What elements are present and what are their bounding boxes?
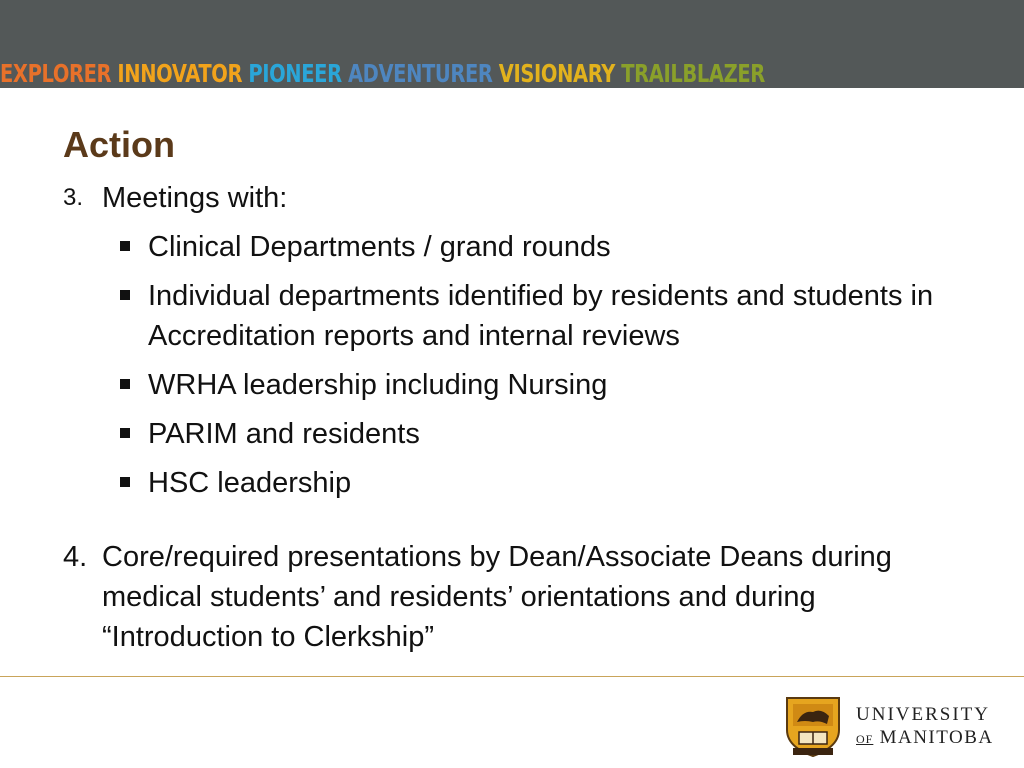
banner-word: EXPLORER xyxy=(0,59,112,88)
banner-word: ADVENTURER xyxy=(347,59,493,88)
slide-title: Action xyxy=(63,124,175,165)
item-text: Core/required presentations by Dean/Associate Deans during medical students’ and residents’ orientations and during “Introduction to Clerkship” xyxy=(102,541,892,653)
header-banner xyxy=(0,0,1024,88)
banner-word: TRAILBLAZER xyxy=(621,59,765,88)
list-item-3 xyxy=(63,178,963,218)
logo-manitoba: MANITOBA xyxy=(879,727,994,748)
bullet-item xyxy=(63,414,963,454)
banner-word: PIONEER xyxy=(248,59,342,88)
square-bullet-icon xyxy=(120,241,130,251)
bullet-item xyxy=(63,276,963,356)
bullet-text: Individual departments identified by residents and students in Accreditation reports and internal reviews xyxy=(148,280,934,352)
bullet-text: Clinical Departments / grand rounds xyxy=(148,231,611,263)
logo-of: OF xyxy=(856,732,874,746)
logo-line1: UNIVERSITY xyxy=(856,704,990,725)
bullet-text: PARIM and residents xyxy=(148,418,420,450)
item-text: Meetings with: xyxy=(102,182,288,214)
logo-line2 xyxy=(856,726,994,751)
university-crest-icon xyxy=(785,696,841,758)
list-item-4 xyxy=(63,537,963,657)
bullet-text: WRHA leadership including Nursing xyxy=(148,369,608,401)
footer-divider xyxy=(0,676,1024,677)
university-logo-text xyxy=(856,704,994,751)
item-number: 3. xyxy=(63,184,84,211)
slide-content xyxy=(63,178,963,657)
bullet-list xyxy=(63,227,963,503)
banner-word: INNOVATOR xyxy=(117,59,243,88)
banner-word: VISIONARY xyxy=(498,59,616,88)
item-number: 4. xyxy=(63,541,88,573)
square-bullet-icon xyxy=(120,290,130,300)
banner-tagline xyxy=(0,56,771,90)
bullet-item xyxy=(63,227,963,267)
square-bullet-icon xyxy=(120,428,130,438)
square-bullet-icon xyxy=(120,379,130,389)
bullet-item xyxy=(63,365,963,405)
bullet-item xyxy=(63,463,963,503)
square-bullet-icon xyxy=(120,477,130,487)
bullet-text: HSC leadership xyxy=(148,467,352,499)
